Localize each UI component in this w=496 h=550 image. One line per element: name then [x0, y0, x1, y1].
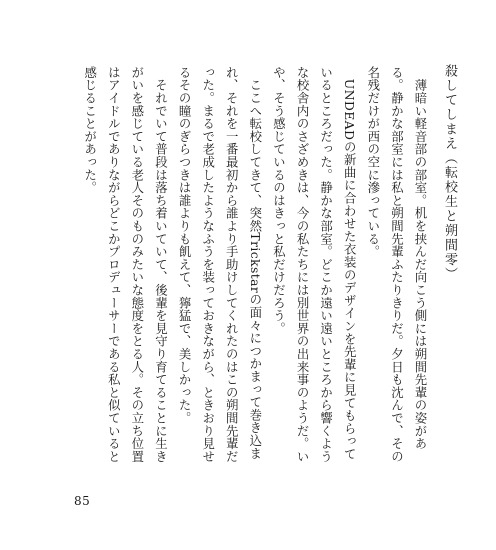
chapter-title: 殺してしまえ（転校生と朔間零）: [442, 64, 457, 282]
body-text: [78, 66, 432, 466]
paragraph-3: ここへ転校してきて、突然Trickstarの面々につかまって巻き込まれ、それを一番最初から誰より手助けしてくれたのはこの朔間先輩だった。まるで老成したようなふうを装っておきながら、ときおり見せるその瞳のぎらつきは誰よりも飢えて、獰猛で、美しかった。: [177, 66, 263, 463]
paragraph-2: UNDEADの新曲に合わせた衣装のデザインを先輩に見てもらっているところだった。静かな部室。どこか遠い遠いところから響くような校舎内のさざめきは、今の私たちには別世界の出来事のようだ。いや、そう感じているのはきっと私だけだろう。: [271, 66, 358, 463]
paragraph-1: 薄暗い軽音部の部室。机を挟んだ向こう側には朔間先輩の姿がある。静かな部室には私と朔間先輩ふたりきりだ。夕日も沈んで、その名残だけが西の空に滲っている。: [365, 66, 428, 463]
paragraph-4: それでいて普段は落ち着いていて、後輩を見守り育てることに生きがいを感じている老人そのものみたいな態度をとる人。その立ち位置はアイドルでありながらどこかプロデューサーである私と似ていると感じることがあった。: [82, 66, 169, 463]
page-number: 85: [74, 494, 91, 508]
